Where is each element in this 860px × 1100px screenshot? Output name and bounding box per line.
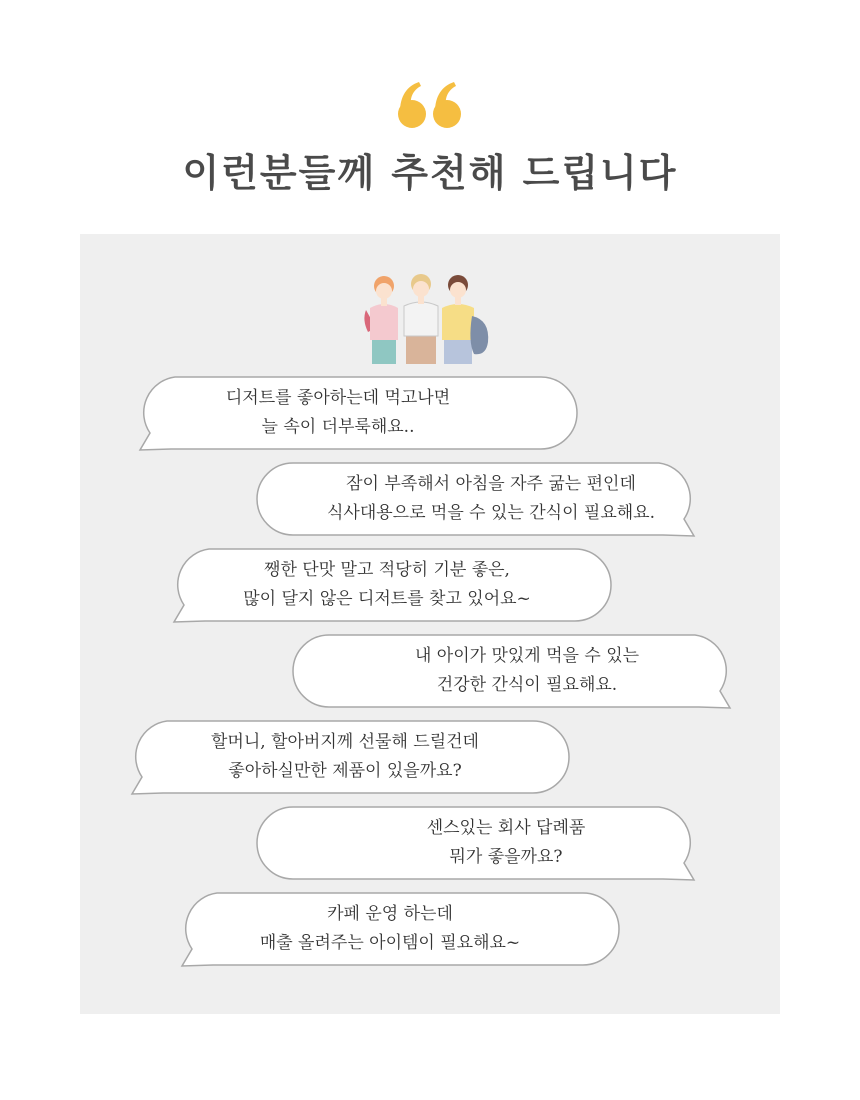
bubble-line: 쨍한 단맛 말고 적당히 기분 좋은, [264,560,510,580]
bubble-line: 센스있는 회사 답례품 [426,818,586,838]
bubble-line: 뭐가 좋을까요? [449,847,563,867]
bubble-line: 카페 운영 하는데 [327,904,453,924]
bubble-line: 좋아하실만한 제품이 있을까요? [228,761,462,781]
bubble-line: 건강한 간식이 필요해요. [436,675,618,695]
speech-bubble [180,892,620,966]
quote-mark-icon [0,78,860,130]
bubble-line: 식사대용으로 먹을 수 있는 간식이 필요해요. [326,503,656,523]
bubble-line: 많이 달지 않은 디저트를 찾고 있어요~ [243,589,531,609]
speech-bubble [130,720,570,794]
speech-bubble [256,462,696,536]
bubble-line: 잠이 부족해서 아침을 자주 굶는 편인데 [346,474,636,494]
bubble-line: 매출 올려주는 아이템이 필요해요~ [259,933,521,953]
speech-bubble [256,806,696,880]
speech-bubble [138,376,578,450]
speech-bubble [172,548,612,622]
three-people-illustration [362,272,498,364]
page-title: 이런분들께 추천해 드립니다 [182,151,678,195]
bubble-line: 할머니, 할아버지께 선물해 드릴건데 [211,732,479,752]
bubble-line: 디저트를 좋아하는데 먹고나면 [225,388,451,408]
speech-bubble [292,634,732,708]
bubble-line: 내 아이가 맛있게 먹을 수 있는 [414,646,640,666]
bubble-line: 늘 속이 더부룩해요.. [261,417,415,437]
